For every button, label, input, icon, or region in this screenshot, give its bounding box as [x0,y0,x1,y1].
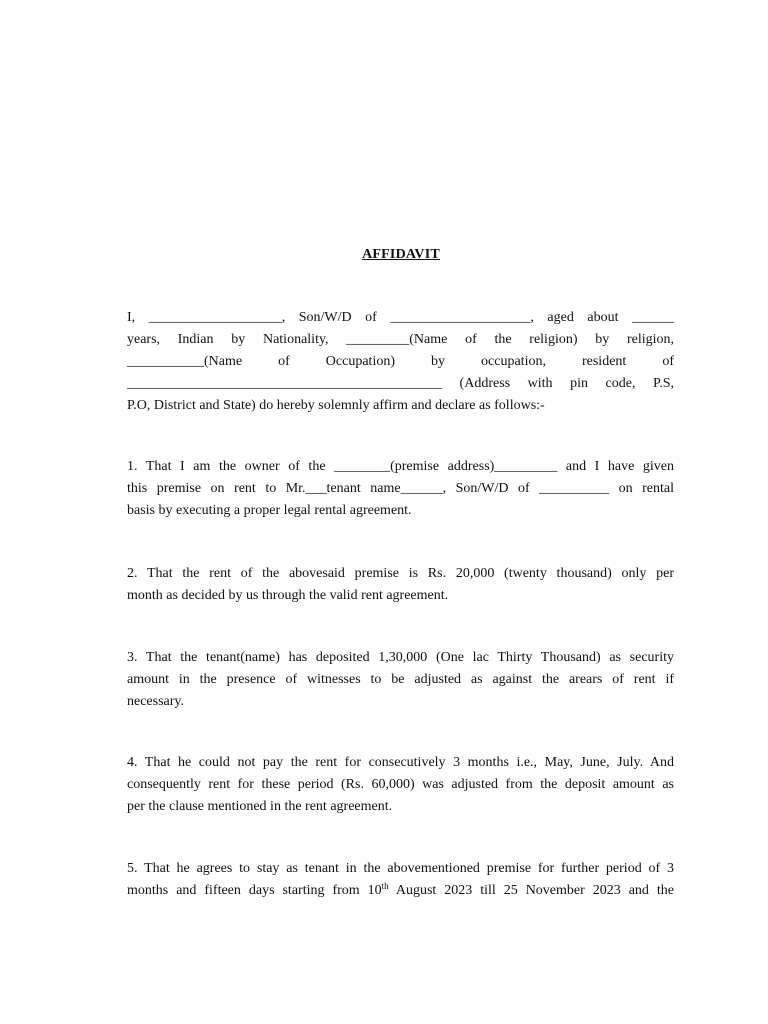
clause-line-with-superscript [127,880,674,902]
clause-line: necessary. [127,694,185,709]
clause-line: month as decided by us through the valid rent agreement. [127,588,449,603]
clause-text-after-sup: August 2023 till 25 November 2023 and the [388,883,674,898]
intro-line: years, Indian by Nationality, _________(Name of the religion) by religion, [127,332,674,347]
clause-5 [127,858,674,902]
ordinal-superscript: th [381,881,389,891]
clause-4 [127,752,674,818]
clause-line: 5. That he agrees to stay as tenant in the abovementioned premise for further period of 3 [127,861,674,876]
clause-line: 3. That the tenant(name) has deposited 1,30,000 (One lac Thirty Thousand) as security [127,650,674,665]
clause-line: 4. That he could not pay the rent for consecutively 3 months i.e., May, June, July. And [127,755,674,770]
clause-line: this premise on rent to Mr.___tenant name______, Son/W/D of __________ on rental [127,481,674,496]
intro-line: ___________(Name of Occupation) by occupation, resident of [127,354,674,369]
clause-line: basis by executing a proper legal rental agreement. [127,503,412,518]
clause-line: amount in the presence of witnesses to be adjusted as against the arears of rent if [127,672,674,687]
document-title: AFFIDAVIT [362,247,440,262]
intro-line: I, ___________________, Son/W/D of ____________________, aged about ______ [127,310,674,325]
clause-line: 2. That the rent of the abovesaid premise is Rs. 20,000 (twenty thousand) only per [127,566,674,581]
clause-line: per the clause mentioned in the rent agreement. [127,799,393,814]
intro-line: _____________________________________________ (Address with pin code, P.S, [127,376,674,391]
clause-line: consequently rent for these period (Rs. 60,000) was adjusted from the deposit amount as [127,777,674,792]
clause-3 [127,647,674,713]
intro-paragraph [127,307,674,417]
intro-line: P.O, District and State) do hereby solemnly affirm and declare as follows:- [127,398,545,413]
clause-line: 1. That I am the owner of the ________(premise address)_________ and I have given [127,459,674,474]
clause-2 [127,563,674,607]
clause-1 [127,456,674,522]
clause-text-before-sup: months and fifteen days starting from 10 [127,883,382,898]
